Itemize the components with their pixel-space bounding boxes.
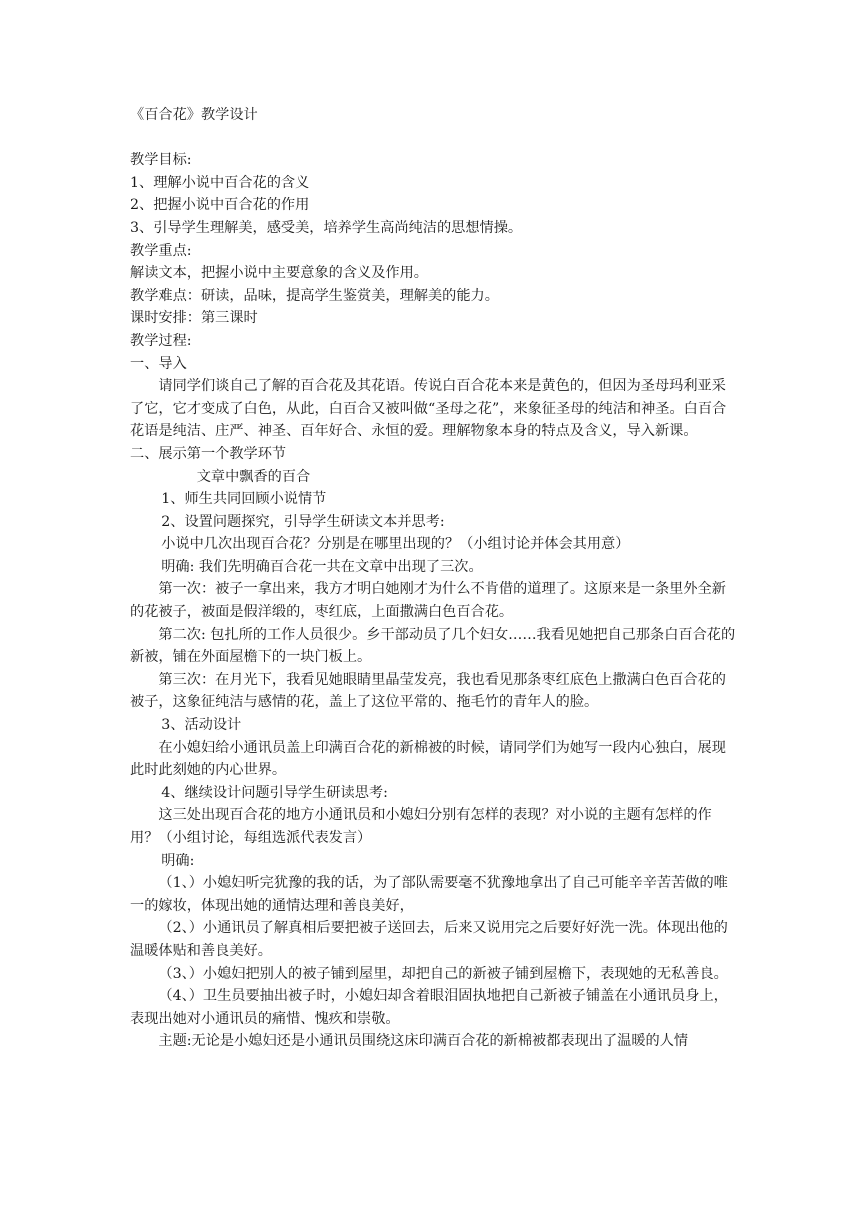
theme-paragraph: 主题:无论是小媳妇还是小通讯员围绕这床印满百合花的新棉被都表现出了温暖的人情 [158,1033,689,1050]
section-subtitle: 文章中飘香的百合 [196,468,311,485]
point-paragraph: （2、）小通讯员了解真相后要把被子送回去，后来又说用完之后要好好洗一洗。体现出他的温暖体贴和善良美好。 [130,920,728,959]
document-body [130,104,738,1053]
step-item: 3、活动设计 [161,717,242,734]
objective-item: 3、引导学生理解美，感受美，培养学生高尚纯洁的思想情操。 [130,219,523,236]
activity-paragraph: 在小媳妇给小通讯员盖上印满百合花的新棉被的时候，请同学们为她写一段内心独白，展现此时此刻她的内心世界。 [130,739,726,779]
step-item: 1、师生共同回顾小说情节 [161,491,327,508]
step-item: 4、继续设计问题引导学生研读思考: [161,784,388,801]
focus-text: 解读文本，把握小说中主要意象的含义及作用。 [130,265,428,282]
document-title: 《百合花》教学设计 [130,107,258,123]
clarify-text: 明确: [161,852,195,869]
section-paragraph: 请同学们谈自己了解的百合花及其花语。传说白百合花本来是黄色的，但因为圣母玛利亚采了它，它才变成了白色，从此，白百合又被叫做“圣母之花”，来象征圣母的纯洁和神圣。白百合花语是纯洁、庄严、神圣、百年好合、永恒的爱。理解物象本身的特点及含义，导入新课。 [130,378,727,440]
point-paragraph: （3、）小媳妇把别人的被子铺到屋里，却把自己的新被子铺到屋檐下，表现她的无私善良。 [158,965,728,982]
occurrence-paragraph: 第一次：被子一拿出来，我方才明白她刚才为什么不肯借的道理了。这原来是一条里外全新的花被子，被面是假洋缎的，枣红底，上面撒满白色百合花。 [130,581,726,621]
question-paragraph: 这三处出现百合花的地方小通讯员和小媳妇分别有怎样的表现？对小说的主题有怎样的作用？（小组讨论，每组选派代表发言） [130,807,712,846]
step-item: 2、设置问题探究，引导学生研读文本并思考: [161,513,445,530]
section-heading: 一、导入 [130,355,187,372]
occurrence-paragraph: 第三次：在月光下，我看见她眼睛里晶莹发亮，我也看见那条枣红底色上撒满白色百合花的被子，这象征纯洁与感情的花，盖上了这位平常的、拖毛竹的青年人的脸。 [130,671,726,711]
question-text: 小说中几次出现百合花？分别是在哪里出现的？（小组讨论并体会其用意） [161,536,630,553]
clarify-text: 明确: 我们先明确百合花一共在文章中出现了三次。 [161,558,483,575]
objectives-heading: 教学目标: [130,152,192,169]
process-heading: 教学过程: [130,332,192,349]
point-paragraph: （1、）小媳妇听完犹豫的我的话，为了部队需要毫不犹豫地拿出了自己可能辛辛苦苦做的唯一的嫁妆，体现出她的通情达理和善良美好， [130,875,728,914]
focus-heading: 教学重点: [130,242,192,259]
objective-item: 1、理解小说中百合花的含义 [130,174,310,191]
schedule-text: 课时安排：第三课时 [130,310,258,327]
section-heading: 二、展示第一个教学环节 [130,445,287,462]
point-paragraph: （4、）卫生员要抽出被子时，小媳妇却含着眼泪固执地把自己新被子铺盖在小通讯员身上，表现出她对小通讯员的痛惜、愧疚和崇敬。 [130,988,728,1027]
objective-item: 2、把握小说中百合花的作用 [130,197,310,214]
difficulty-text: 教学难点：研读，品味，提高学生鉴赏美，理解美的能力。 [130,287,499,304]
occurrence-paragraph: 第二次: 包扎所的工作人员很少。乡干部动员了几个妇女……我看见她把自己那条白百合花的新被，铺在外面屋檐下的一块门板上。 [130,626,736,666]
